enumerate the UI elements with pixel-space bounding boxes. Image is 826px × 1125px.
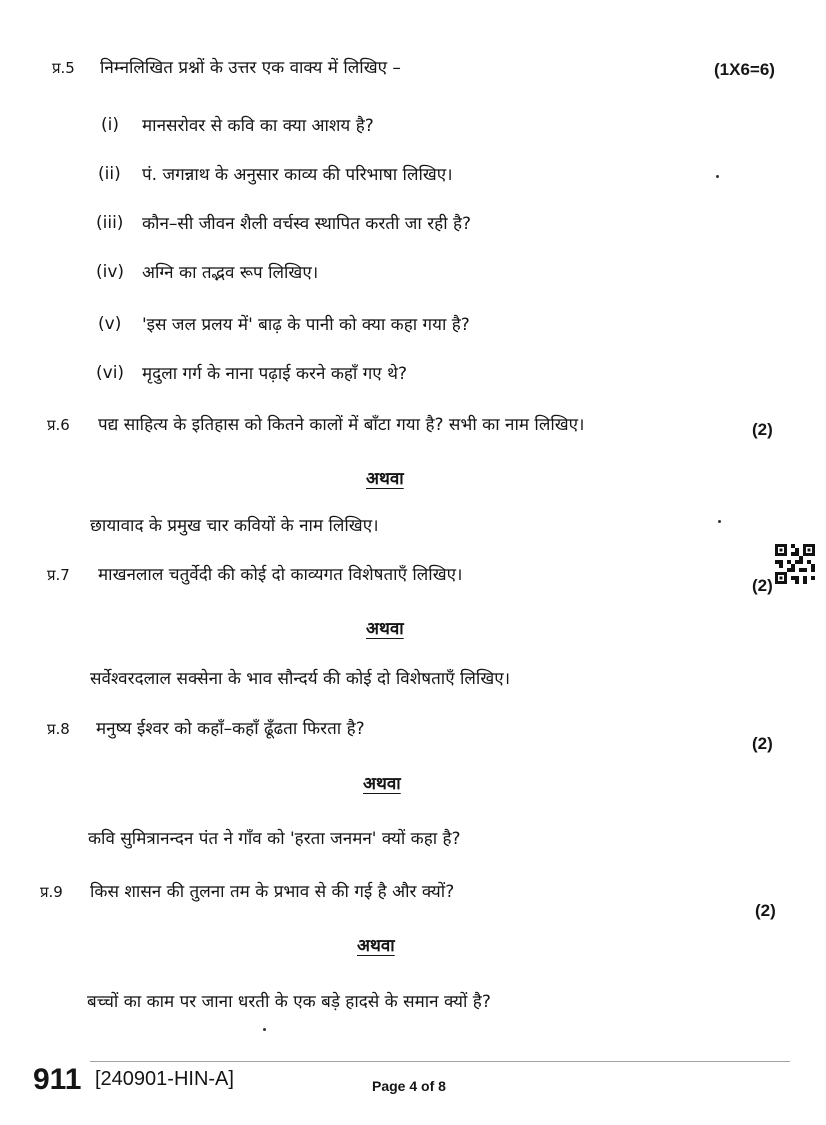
footer-paper-number: 911 <box>33 1063 82 1096</box>
q5-sub-text: मानसरोवर से कवि का क्या आशय है? <box>142 116 374 136</box>
q5-marks: (1X6=6) <box>714 60 775 79</box>
q5-number: प्र.5 <box>52 59 75 77</box>
q6-or-label: अथवा <box>366 469 404 489</box>
q8-text: मनुष्य ईश्वर को कहाँ–कहाँ ढूँढता फिरता है? <box>96 719 365 739</box>
q9-number: प्र.9 <box>40 883 63 901</box>
q8-or-label: अथवा <box>363 774 401 794</box>
qr-code-icon <box>775 544 815 584</box>
q7-or-label: अथवा <box>366 619 404 639</box>
q9-alt-text: बच्चों का काम पर जाना धरती के एक बड़े हादसे के समान क्यों है? <box>87 992 491 1012</box>
footer-paper-code: [240901-HIN-A] <box>95 1068 234 1090</box>
q5-sub-number: (vi) <box>96 363 125 383</box>
q7-number: प्र.7 <box>47 566 70 584</box>
q5-sub-number: (ii) <box>98 164 121 184</box>
q5-sub-number: (i) <box>101 115 119 135</box>
q5-sub-text: मृदुला गर्ग के नाना पढ़ाई करने कहाँ गए थे? <box>142 364 407 384</box>
q8-alt-text: कवि सुमित्रानन्दन पंत ने गाँव को 'हरता जनमन' क्यों कहा है? <box>88 829 461 849</box>
q6-text: पद्य साहित्य के इतिहास को कितने कालों में बाँटा गया है? सभी का नाम लिखिए। <box>98 415 585 435</box>
q5-sub-text: कौन–सी जीवन शैली वर्चस्व स्थापित करती जा रही है? <box>142 214 472 234</box>
q7-marks: (2) <box>752 576 773 595</box>
speck <box>718 520 721 523</box>
q8-number: प्र.8 <box>47 720 70 738</box>
q9-marks: (2) <box>755 901 776 920</box>
q7-alt-text: सर्वेश्वरदलाल सक्सेना के भाव सौन्दर्य की कोई दो विशेषताएँ लिखिए। <box>90 669 511 689</box>
q5-text: निम्नलिखित प्रश्नों के उत्तर एक वाक्य में लिखिए – <box>100 58 401 78</box>
q6-number: प्र.6 <box>47 416 70 434</box>
q5-sub-text: अग्नि का तद्भव रूप लिखिए। <box>142 263 319 283</box>
footer-rule <box>90 1061 790 1062</box>
footer-page-number: Page 4 of 8 <box>372 1078 446 1094</box>
q5-sub-number: (iv) <box>96 262 125 282</box>
q5-sub-text: 'इस जल प्रलय में' बाढ़ के पानी को क्या कहा गया है? <box>142 315 470 335</box>
speck <box>263 1028 266 1031</box>
q6-alt-text: छायावाद के प्रमुख चार कवियों के नाम लिखिए। <box>90 516 379 536</box>
q9-text: किस शासन की तुलना तम के प्रभाव से की गई है और क्यों? <box>90 882 455 902</box>
q8-marks: (2) <box>752 734 773 753</box>
q7-text: माखनलाल चतुर्वेदी की कोई दो काव्यगत विशेषताएँ लिखिए। <box>98 565 463 585</box>
q5-sub-number: (v) <box>98 314 122 334</box>
q5-sub-number: (iii) <box>96 213 124 233</box>
q6-marks: (2) <box>752 420 773 439</box>
q9-or-label: अथवा <box>357 936 395 956</box>
speck <box>716 175 719 178</box>
q5-sub-text: पं. जगन्नाथ के अनुसार काव्य की परिभाषा लिखिए। <box>142 165 453 185</box>
